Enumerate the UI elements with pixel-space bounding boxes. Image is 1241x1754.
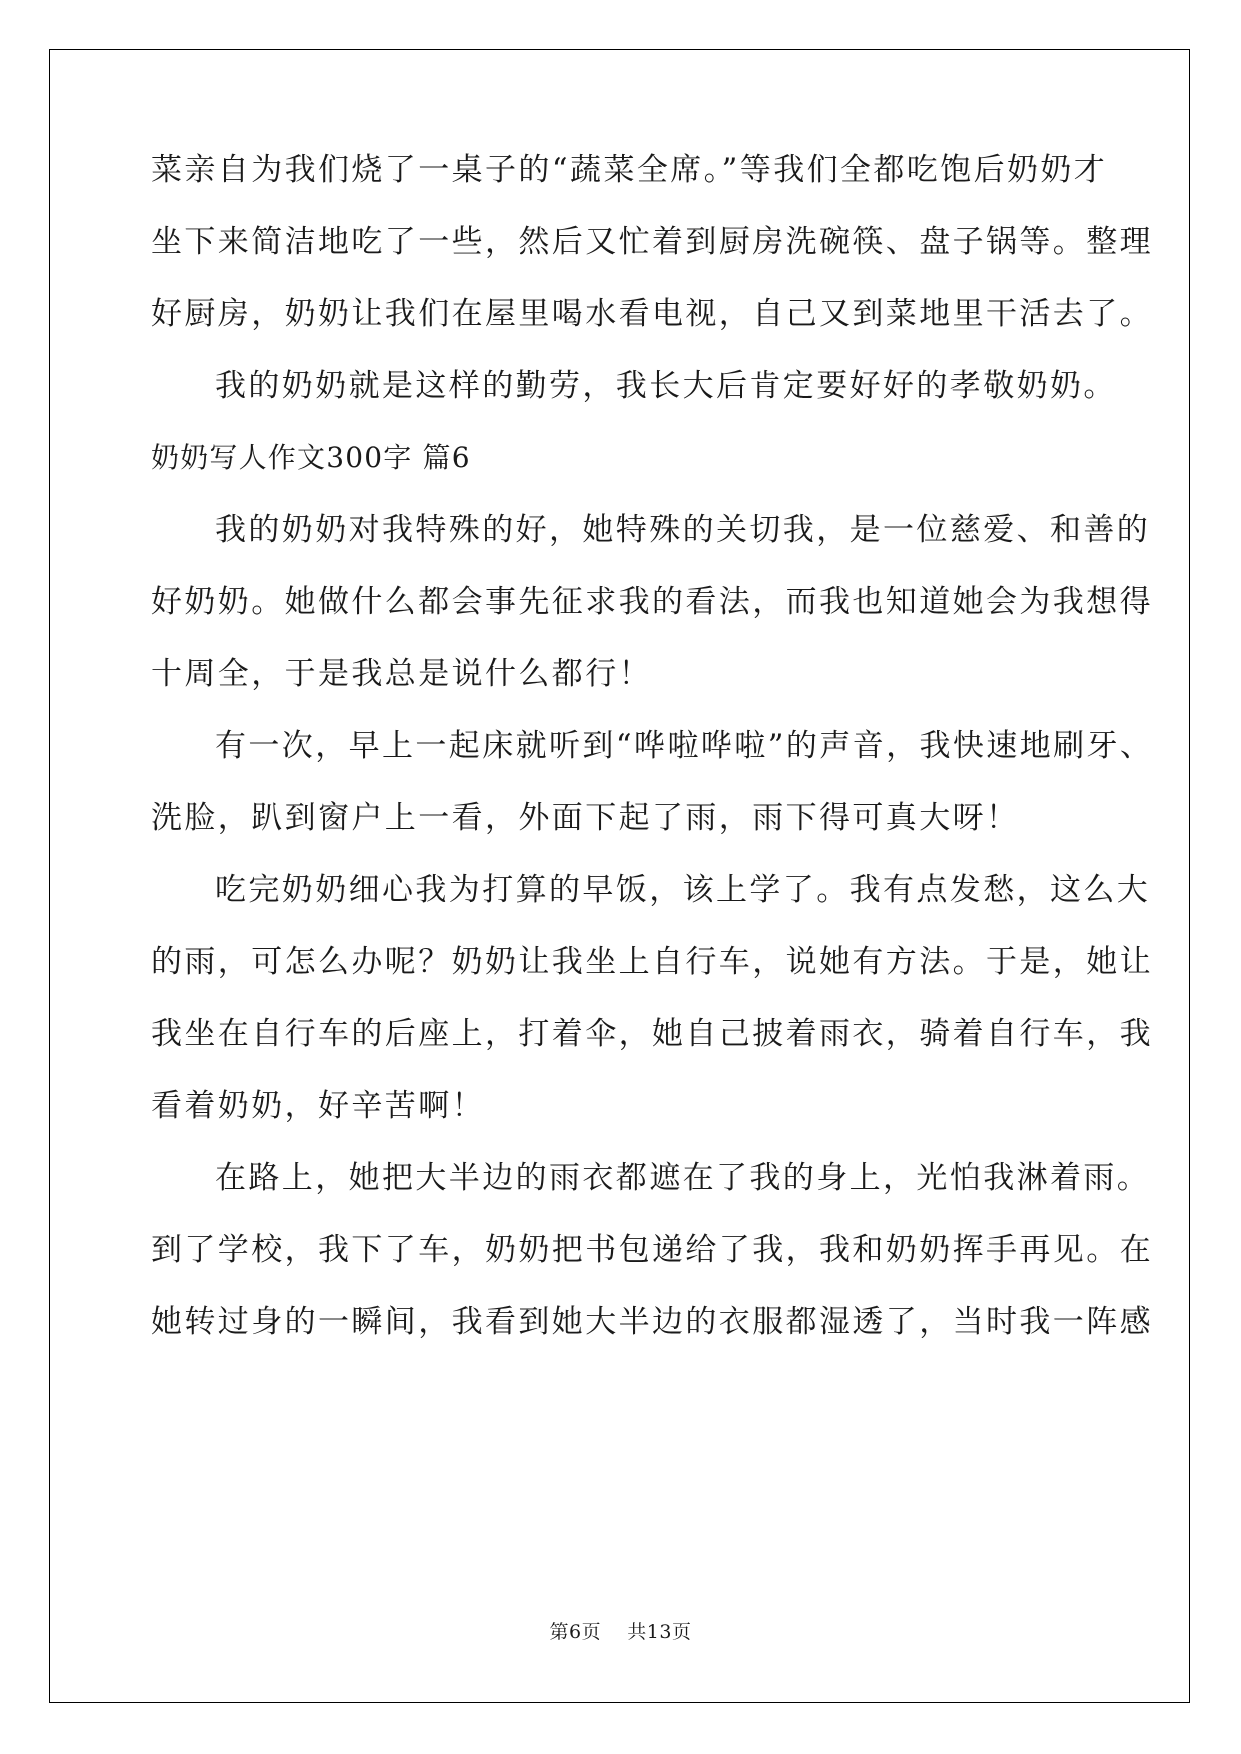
text-line: 好奶奶。她做什么都会事先征求我的看法，而我也知道她会为我想得 [151,584,1153,620]
text-line: 洗脸，趴到窗户上一看，外面下起了雨，雨下得可真大呀！ [151,800,1020,836]
text-line: 好厨房，奶奶让我们在屋里喝水看电视，自己又到菜地里干活去了。 [151,296,1153,332]
paragraph-start-line: 吃完奶奶细心我为打算的早饭，该上学了。我有点发愁，这么大 [215,872,1151,908]
paragraph-start-line: 在路上，她把大半边的雨衣都遮在了我的身上，光怕我淋着雨。 [215,1160,1151,1196]
paragraph-start-line: 有一次，早上一起床就听到“哗啦哗啦”的声音，我快速地刷牙、 [215,728,1154,764]
text-line: 我坐在自行车的后座上，打着伞，她自己披着雨衣，骑着自行车，我 [151,1016,1153,1052]
text-line: 的雨，可怎么办呢？奶奶让我坐上自行车，说她有方法。于是，她让 [151,944,1153,980]
text-line: 她转过身的一瞬间，我看到她大半边的衣服都湿透了，当时我一阵感 [151,1304,1153,1340]
section-heading: 奶奶写人作文300字 篇6 [151,441,471,474]
text-line: 看着奶奶，好辛苦啊！ [151,1088,485,1124]
text-line: 到了学校，我下了车，奶奶把书包递给了我，我和奶奶挥手再见。在 [151,1232,1153,1268]
paragraph-start-line: 我的奶奶对我特殊的好，她特殊的关切我，是一位慈爱、和善的 [215,512,1151,548]
paragraph-start-line: 我的奶奶就是这样的勤劳，我长大后肯定要好好的孝敬奶奶。 [215,368,1117,404]
text-line: 坐下来简洁地吃了一些，然后又忙着到厨房洗碗筷、盘子锅等。整理 [151,224,1153,260]
text-line: 十周全，于是我总是说什么都行！ [151,656,652,692]
text-line: 菜亲自为我们烧了一桌子的“蔬菜全席。”等我们全都吃饱后奶奶才 [151,152,1108,188]
page-number-footer: 第6页 共13页 [549,1621,692,1643]
